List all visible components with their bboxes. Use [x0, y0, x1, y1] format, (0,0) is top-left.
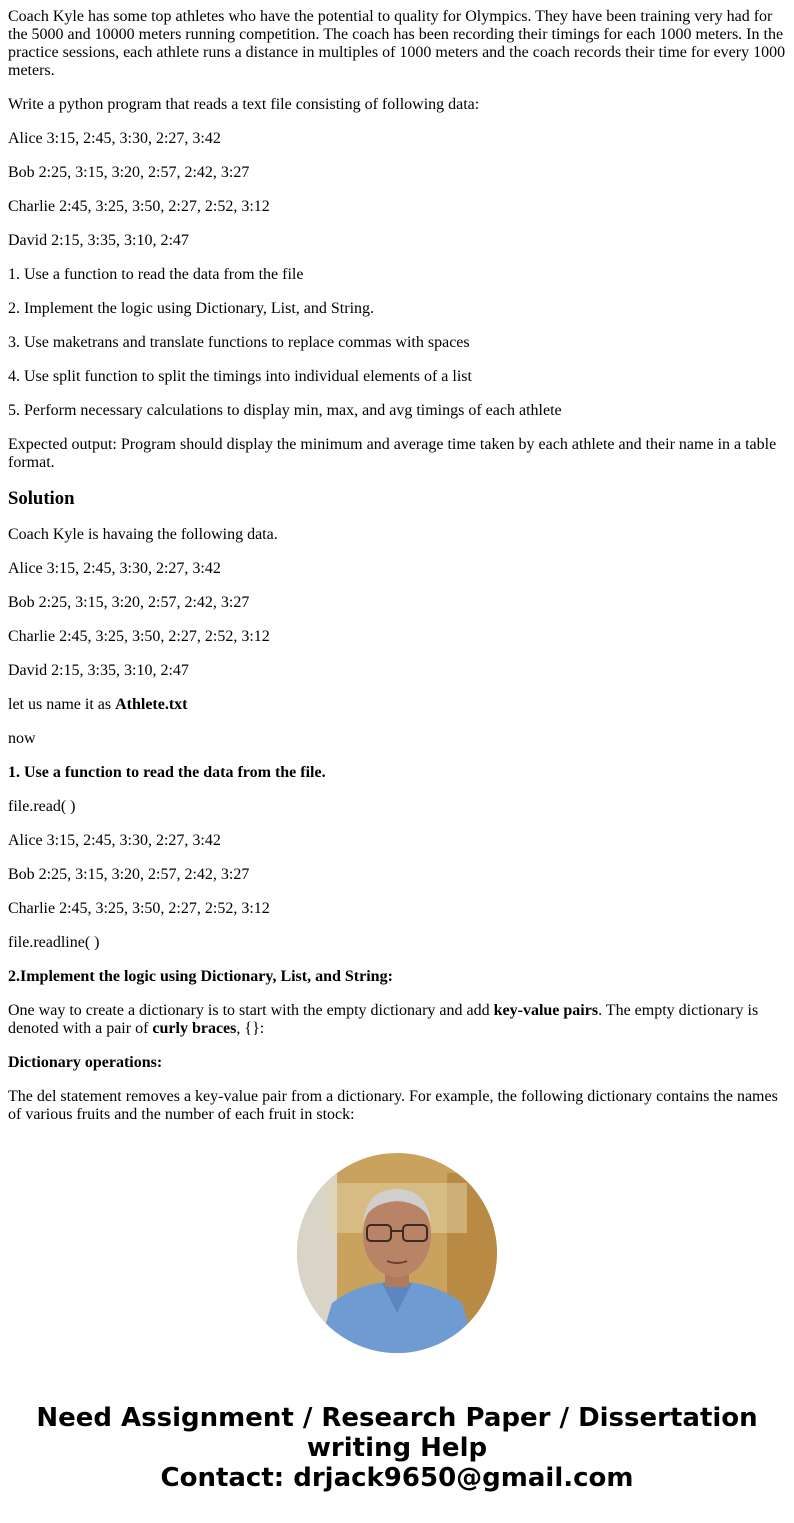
author-photo-icon	[297, 1153, 497, 1353]
solution-heading: Solution	[8, 488, 75, 509]
read-call: file.read( )	[8, 798, 76, 815]
question-step: 1. Use a function to read the data from the file	[8, 266, 304, 283]
solution-intro: Coach Kyle is havaing the following data.	[8, 526, 278, 543]
solution-data-line: Charlie 2:45, 3:25, 3:50, 2:27, 2:52, 3:12	[8, 628, 270, 645]
now-text: now	[8, 730, 36, 747]
footer-line: writing Help	[306, 1433, 488, 1463]
footer-banner	[0, 1403, 794, 1493]
step1-heading	[8, 764, 786, 782]
question-expected: Expected output: Program should display the minimum and average time taken by each athlete and their name in a table format.	[8, 436, 777, 471]
read-line: Bob 2:25, 3:15, 3:20, 2:57, 2:42, 3:27	[8, 866, 250, 883]
footer-line: Need Assignment / Research Paper / Dissertation	[36, 1403, 758, 1433]
footer-contact: Contact: drjack9650@gmail.com	[160, 1463, 634, 1493]
read-line: Alice 3:15, 2:45, 3:30, 2:27, 3:42	[8, 832, 221, 849]
dict-bold-key-value: key-value pairs	[493, 1002, 599, 1019]
question-data-line: Bob 2:25, 3:15, 3:20, 2:57, 2:42, 3:27	[8, 164, 250, 181]
step2-heading-text: 2.Implement the logic using Dictionary, List, and String:	[8, 968, 393, 985]
del-paragraph: The del statement removes a key-value pair from a dictionary. For example, the following dictionary contains the names of various fruits and the number of each fruit in stock:	[8, 1088, 778, 1122]
dict-text: One way to create a dictionary is to start with the empty dictionary and add	[8, 1002, 494, 1019]
article-content	[8, 0, 786, 1122]
dict-ops-heading	[8, 1054, 786, 1072]
dict-text: , {}:	[236, 1020, 265, 1037]
question-step: 3. Use maketrans and translate functions to replace commas with spaces	[8, 334, 470, 351]
question-data-line: Alice 3:15, 2:45, 3:30, 2:27, 3:42	[8, 130, 221, 147]
question-data-line: Charlie 2:45, 3:25, 3:50, 2:27, 2:52, 3:12	[8, 198, 270, 215]
dict-ops-heading-text: Dictionary operations:	[8, 1054, 163, 1071]
solution-data-line: Alice 3:15, 2:45, 3:30, 2:27, 3:42	[8, 560, 221, 577]
question-step: 2. Implement the logic using Dictionary, List, and String.	[8, 300, 375, 317]
step2-heading	[8, 968, 786, 986]
read-line: Charlie 2:45, 3:25, 3:50, 2:27, 2:52, 3:12	[8, 900, 270, 917]
question-intro: Coach Kyle has some top athletes who have the potential to quality for Olympics. They have been training very had for the 5000 and 10000 meters running competition. The coach has been recording their timings for each 1000 meters. In the practice sessions, each athlete runs a distance in multiples of 1000 meters and the coach records their time for every 1000 meters.	[8, 8, 786, 79]
file-name: Athlete.txt	[115, 696, 188, 713]
dictionary-paragraph	[8, 1002, 786, 1038]
solution-data-line: David 2:15, 3:35, 3:10, 2:47	[8, 662, 189, 679]
dict-bold-curly-braces: curly braces	[152, 1020, 237, 1037]
file-name-paragraph	[8, 696, 786, 714]
step1-heading-text: 1. Use a function to read the data from the file.	[8, 764, 326, 781]
question-data-line: David 2:15, 3:35, 3:10, 2:47	[8, 232, 189, 249]
author-photo	[297, 1153, 497, 1353]
solution-data-line: Bob 2:25, 3:15, 3:20, 2:57, 2:42, 3:27	[8, 594, 250, 611]
question-step: 4. Use split function to split the timings into individual elements of a list	[8, 368, 472, 385]
question-instruction: Write a python program that reads a text file consisting of following data:	[8, 96, 480, 113]
file-name-prefix: let us name it as	[8, 696, 116, 713]
dict-text: . The empty dictionary is denoted with a pair of	[8, 1002, 759, 1037]
readline-call: file.readline( )	[8, 934, 100, 951]
question-step: 5. Perform necessary calculations to display min, max, and avg timings of each athlete	[8, 402, 562, 419]
